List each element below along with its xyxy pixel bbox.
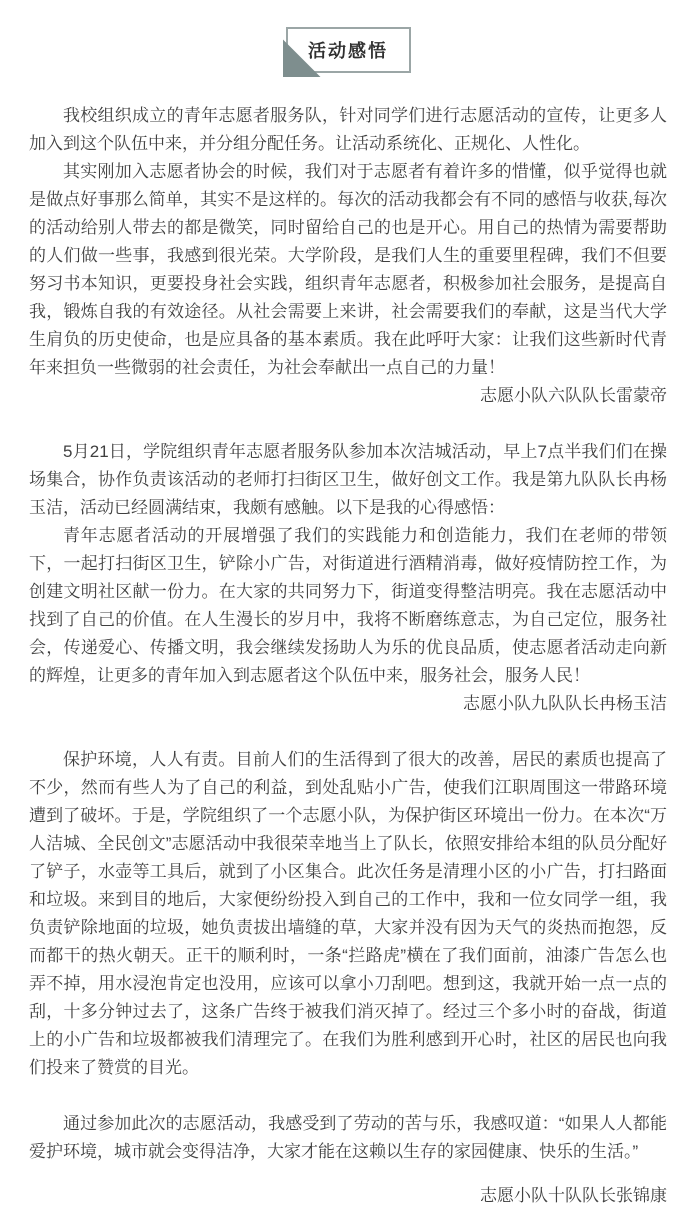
document-body <box>0 73 696 1210</box>
reflection-section-2 <box>29 438 667 718</box>
page-title: 活动感悟 <box>308 41 388 61</box>
reflection-section-3 <box>29 746 667 1210</box>
paragraph: 其实刚加入志愿者协会的时候，我们对于志愿者有着许多的惜懂，似乎觉得也就是做点好事那么简单，其实不是这样的。每次的活动我都会有不同的感悟与收获,每次的活动给别人带去的都是微笑，同时留给自己的也是开心。用自己的热情为需要帮助的人们做一些事，我感到很光荣。大学阶段，是我们人生的重要里程碑，我们不但要努习书本知识，更要投身社会实践，组织青年志愿者，积极参加社会服务，是提高自我，锻炼自我的有效途径。从社会需要上来讲，社会需要我们的奉献，这是当代大学生肩负的历史使命，也是应具备的基本素质。我在此呼吁大家：让我们这些新时代青年来担负一些微弱的社会责任，为社会奉献出一点自己的力量！ <box>29 162 667 377</box>
page-header <box>0 0 696 73</box>
paragraph: 保护环境，人人有责。目前人们的生活得到了很大的改善，居民的素质也提高了不少，然而有些人为了自己的利益，到处乱贴小广告，使我们江职周围这一带路环境遭到了破坏。于是，学院组织了一个志愿小队，为保护街区环境出一份力。在本次“万人洁城、全民创文”志愿活动中我很荣幸地当上了队长，依照安排给本组的队员分配好了铲子，水壶等工具后，就到了小区集合。此次任务是清理小区的小广告，打扫路面和垃圾。来到目的地后，大家便纷纷投入到自己的工作中，我和一位女同学一组，我负责铲除地面的垃圾，她负责拔出墙缝的草，大家并没有因为天气的炎热而抱怨，反而都干的热火朝天。正干的顺利时，一条“拦路虎”横在了我们面前，油漆广告怎么也弄不掉，用水浸泡肯定也没用，应该可以拿小刀刮吧。想到这，我就开始一点一点的刮，十多分钟过去了，这条广告终于被我们消灭掉了。经过三个多小时的奋战，街道上的小广告和垃圾都被我们清理完了。在我们为胜利感到开心时，社区的居民也向我们投来了赞赏的目光。 <box>29 750 667 1077</box>
paragraph: 我校组织成立的青年志愿者服务队，针对同学们进行志愿活动的宣传，让更多人加入到这个队伍中来，并分组分配任务。让活动系统化、正规化、人性化。 <box>29 106 667 153</box>
paragraph: 5月21日，学院组织青年志愿者服务队参加本次洁城活动，早上7点半我们们在操场集合，协作负责该活动的老师打扫街区卫生，做好创文工作。我是第九队队长冉杨玉洁，活动已经圆满结束，我颇有感触。以下是我的心得感悟： <box>29 442 667 517</box>
signature-captain-9: 志愿小队九队队长冉杨玉洁 <box>463 694 667 713</box>
paragraph: 青年志愿者活动的开展增强了我们的实践能力和创造能力，我们在老师的带领下，一起打扫街区卫生，铲除小广告，对街道进行酒精消毒，做好疫情防控工作，为创建文明社区献一份力。在大家的共同努力下，街道变得整洁明亮。我在志愿活动中找到了自己的价值。在人生漫长的岁月中，我将不断磨练意志，为自己定位，服务社会，传递爱心、传播文明，我会继续发扬助人为乐的优良品质，使志愿者活动走向新的辉煌，让更多的青年加入到志愿者这个队伍中来，服务社会，服务人民！ <box>29 526 667 685</box>
paragraph: 通过参加此次的志愿活动，我感受到了劳动的苦与乐，我感叹道：“如果人人都能爱护环境，城市就会变得洁净，大家才能在这赖以生存的家园健康、快乐的生活。” <box>29 1114 667 1161</box>
signature-captain-6: 志愿小队六队队长雷蒙帝 <box>480 386 667 405</box>
signature-captain-10: 志愿小队十队队长张锦康 <box>480 1186 667 1205</box>
reflection-section-1 <box>29 102 667 410</box>
title-box <box>286 27 411 73</box>
